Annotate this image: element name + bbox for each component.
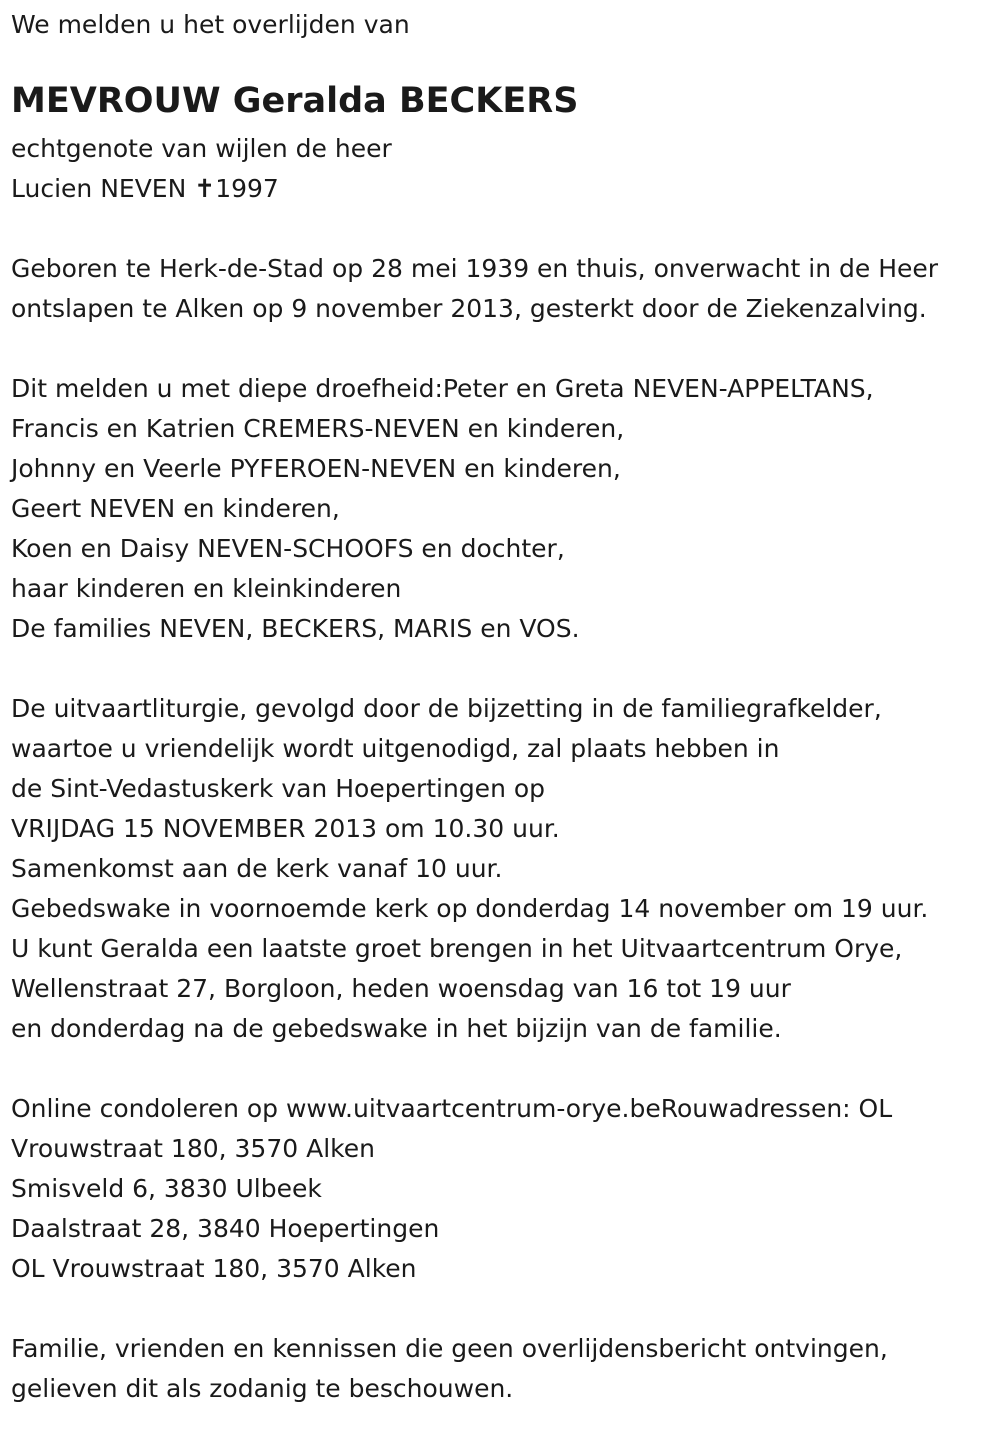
funeral-line: Wellenstraat 27, Borgloon, heden woensdag van 16 tot 19 uur — [11, 974, 791, 1003]
cross-icon: ✝ — [194, 174, 216, 203]
mourner-line: Koen en Daisy NEVEN-SCHOOFS en dochter, — [11, 534, 565, 563]
spouse-death-year: 1997 — [215, 174, 279, 203]
deceased-name: MEVROUW Geralda BECKERS — [11, 81, 579, 121]
funeral-section — [11, 689, 996, 1049]
funeral-line: Gebedswake in voornoemde kerk op donderdag 14 november om 19 uur. — [11, 894, 929, 923]
condolence-address-line: Online condoleren op www.uitvaartcentrum-orye.beRouwadressen: OL — [11, 1094, 893, 1123]
funeral-line: De uitvaartliturgie, gevolgd door de bijzetting in de familiegrafkelder, — [11, 694, 882, 723]
birth-death-line: ontslapen te Alken op 9 november 2013, gesterkt door de Ziekenzalving. — [11, 294, 927, 323]
mourner-line: Dit melden u met diepe droefheid:Peter en Greta NEVEN-APPELTANS, — [11, 374, 874, 403]
funeral-line: U kunt Geralda een laatste groet brengen in het Uitvaartcentrum Orye, — [11, 934, 903, 963]
address-line: Smisveld 6, 3830 Ulbeek — [11, 1174, 322, 1203]
address-line: OL Vrouwstraat 180, 3570 Alken — [11, 1254, 417, 1283]
mourner-line: Geert NEVEN en kinderen, — [11, 494, 340, 523]
funeral-line: Samenkomst aan de kerk vanaf 10 uur. — [11, 854, 503, 883]
birth-death-line: Geboren te Herk-de-Stad op 28 mei 1939 en thuis, onverwacht in de Heer — [11, 254, 939, 283]
intro-text: We melden u het overlijden van — [11, 10, 410, 39]
address-line: Vrouwstraat 180, 3570 Alken — [11, 1134, 375, 1163]
mourner-line: De families NEVEN, BECKERS, MARIS en VOS. — [11, 614, 580, 643]
mourners-section — [11, 369, 996, 649]
spouse-line-1: echtgenote van wijlen de heer — [11, 134, 392, 163]
obituary-notice — [11, 5, 996, 1409]
spouse-name: Lucien NEVEN — [11, 174, 195, 203]
birth-death-section — [11, 249, 996, 329]
funeral-line: waartoe u vriendelijk wordt uitgenodigd, zal plaats hebben in — [11, 734, 780, 763]
closing-section — [11, 1329, 996, 1409]
addresses-section — [11, 1089, 996, 1289]
address-line: Daalstraat 28, 3840 Hoepertingen — [11, 1214, 440, 1243]
mourner-line: Johnny en Veerle PYFEROEN-NEVEN en kinderen, — [11, 454, 621, 483]
closing-line: gelieven dit als zodanig te beschouwen. — [11, 1374, 514, 1403]
mourner-line: Francis en Katrien CREMERS-NEVEN en kinderen, — [11, 414, 625, 443]
spouse-line-2 — [11, 169, 996, 209]
funeral-line: de Sint-Vedastuskerk van Hoepertingen op — [11, 774, 546, 803]
mourner-line: haar kinderen en kleinkinderen — [11, 574, 402, 603]
closing-line: Familie, vrienden en kennissen die geen overlijdensbericht ontvingen, — [11, 1334, 888, 1363]
funeral-line: VRIJDAG 15 NOVEMBER 2013 om 10.30 uur. — [11, 814, 560, 843]
funeral-line: en donderdag na de gebedswake in het bijzijn van de familie. — [11, 1014, 782, 1043]
